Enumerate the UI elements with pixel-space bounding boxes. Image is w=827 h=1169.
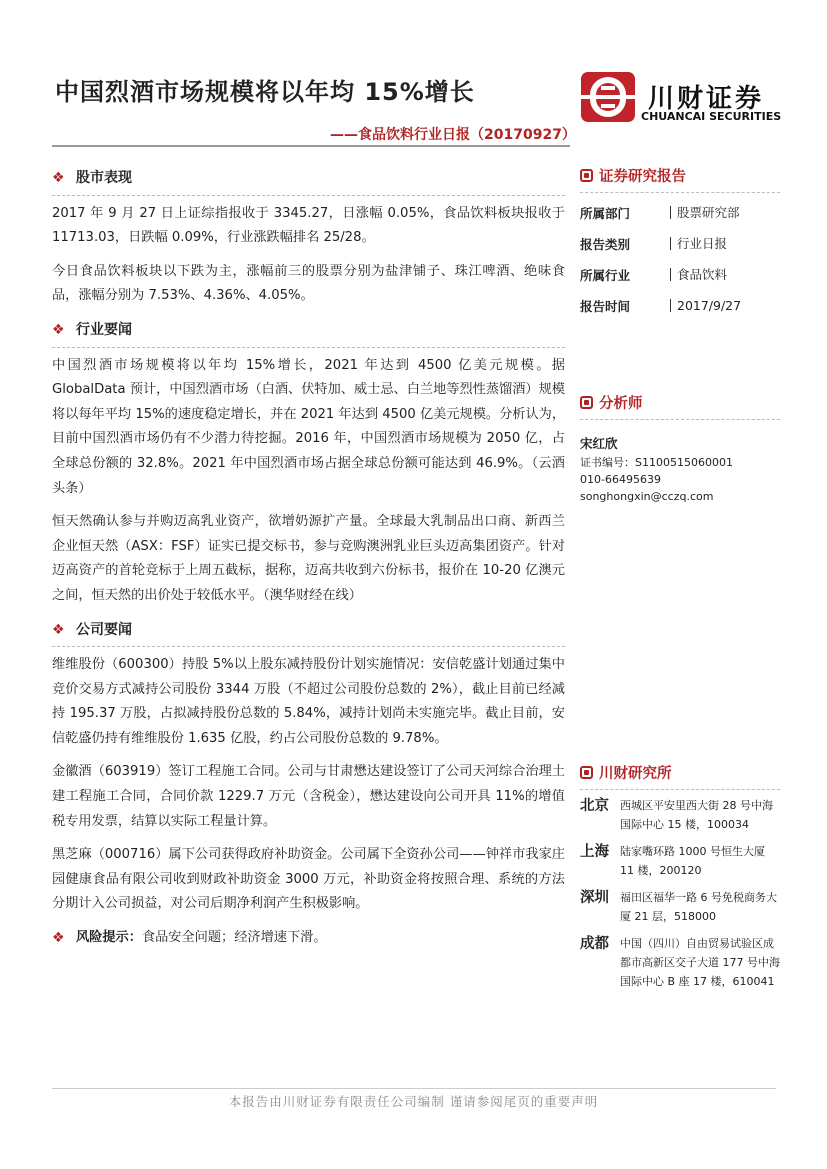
section-divider: [52, 347, 565, 348]
office-entry: 上海 陆家嘴环路 1000 号恒生大厦 11 楼，200120: [580, 844, 765, 877]
info-row: 所属行业 食品饮料: [580, 267, 728, 283]
paragraph: 恒天然确认参与并购迈高乳业资产，欲增奶源扩产量。全球最大乳制品出口商、新西兰企业恒天然（ASX：FSF）证实已提交标书，参与竞购澳洲乳业巨头迈高集团资产。针对迈高资产的首轮竞标于上周五截标，据称，迈高共收到六份标书，报价在 10-20 亿澳元之间，恒天然的出价处于较低水平。（澳华财经在线）: [52, 514, 565, 603]
info-row: 报告时间 2017/9/27: [580, 298, 742, 314]
analyst-cert: 证书编号：S1100515060001: [580, 456, 733, 469]
paragraph: 2017 年 9 月 27 日上证综指报收于 3345.27，日涨幅 0.05%，食品饮料板块报收于 11713.03，日跌幅 0.09%，行业涨跌幅排名 25/28。: [52, 205, 565, 246]
diamond-bullet-icon: ❖: [52, 170, 65, 186]
square-bullet-icon: [580, 169, 593, 182]
section-divider: [52, 646, 565, 647]
paragraph: 黑芝麻（000716）属下公司获得政府补助资金。公司属下全资孙公司——钟祥市我家庄园健康食品有限公司收到财政补助资金 3000 万元，补助资金将按照合理、系统的方法分期计入公司损益，对公司后期净利润产生积极影响。: [52, 847, 565, 912]
info-row: 所属部门 股票研究部: [580, 205, 740, 221]
section-divider: [580, 419, 780, 420]
risk-label: 风险提示：: [76, 930, 142, 946]
section-heading-company: ❖ 公司要闻: [52, 618, 565, 643]
office-entry: 成都 中国（四川）自由贸易试验区成都市高新区交子大道 177 号中海国际中心 B 座 17 楼，610041: [580, 936, 780, 988]
paragraph: 今日食品饮料板块以下跌为主，涨幅前三的股票分别为盐津铺子、珠江啤酒、绝味食品，涨幅分别为 7.53%、4.36%、4.05%。: [52, 263, 565, 304]
logo-text-en: CHUANCAI SECURITIES: [641, 110, 782, 123]
diamond-bullet-icon: ❖: [52, 930, 65, 947]
analyst-email[interactable]: songhongxin@cczq.com: [580, 490, 714, 503]
square-bullet-icon: [580, 766, 593, 779]
chuancai-logo-icon: [581, 72, 635, 122]
page-subtitle: ——食品饮料行业日报（20170927）: [330, 127, 576, 143]
analyst-name: 宋红欣: [580, 436, 618, 451]
section-divider: [580, 789, 780, 790]
analyst-phone: 010-66495639: [580, 473, 661, 486]
info-row: 报告类别 行业日报: [580, 236, 728, 252]
footer-divider: [52, 1088, 776, 1089]
square-bullet-icon: [580, 396, 593, 409]
section-heading-market: ❖ 股市表现: [52, 166, 565, 191]
risk-text: 食品安全问题；经济增速下滑。: [141, 930, 327, 946]
page-title: 中国烈酒市场规模将以年均 15%增长: [55, 78, 475, 106]
diamond-bullet-icon: ❖: [52, 321, 65, 338]
paragraph: 中国烈酒市场规模将以年均 15%增长，2021 年达到 4500 亿美元规模。据 GlobalData 预计，中国烈酒市场（白酒、伏特加、威士忌、白兰地等烈性蒸馏酒）规模将以每年平均 15%的速度稳定增长，并在 2021 年达到 4500 亿美元规模。分析认为，目前中国烈酒市场仍有不少潜力待挖掘。2016 年，中国烈酒市场规模为 2050 亿，占全球总份额的 32.8%。2021 年中国烈酒市场占据全球总份额可能达到 46.9%。（云酒头条）: [52, 357, 566, 496]
report-info-panel: [580, 165, 780, 321]
paragraph: 金徽酒（603919）签订工程施工合同。公司与甘肃懋达建设签订了公司天河综合治理土建工程施工合同，合同价款 1229.7 万元（含税金），懋达建设向公司开具 11%的增值税专用发票，结算以实际工程量计算。: [52, 764, 565, 829]
title-divider: [52, 145, 570, 147]
paragraph: 维维股份（600300）持股 5%以上股东减持股份计划实施情况：安信乾盛计划通过集中竞价交易方式减持公司股份 3344 万股（不超过公司股份总数的 2%），截止目前已经减持 195.37 万股，占拟减持股份总数的 5.84%，减持计划尚未实施完毕。截止目前，安信乾盛仍持有维维股份 1.635 亿股，约占公司股份总数的 9.78%。: [52, 657, 565, 746]
institute-panel: [580, 762, 780, 999]
footer-disclaimer: 本报告由川财证券有限责任公司编制 谨请参阅尾页的重要声明: [228, 1094, 599, 1109]
section-divider: [580, 192, 780, 193]
institute-heading: 川财研究所: [580, 762, 780, 783]
main-content: [52, 164, 565, 951]
office-entry: 北京 西城区平安里西大街 28 号中海国际中心 15 楼，100034: [580, 798, 773, 831]
office-entry: 深圳 福田区福华一路 6 号免税商务大厦 21 层，518000: [580, 890, 777, 923]
section-heading-industry: ❖ 行业要闻: [52, 318, 565, 343]
analyst-panel: [580, 392, 780, 505]
diamond-bullet-icon: ❖: [52, 621, 65, 638]
section-divider: [52, 195, 565, 196]
analyst-heading: 分析师: [580, 392, 780, 413]
report-heading: 证券研究报告: [580, 165, 780, 186]
risk-warning: [52, 926, 565, 951]
logo-text-cn: 川财证券: [648, 84, 765, 114]
